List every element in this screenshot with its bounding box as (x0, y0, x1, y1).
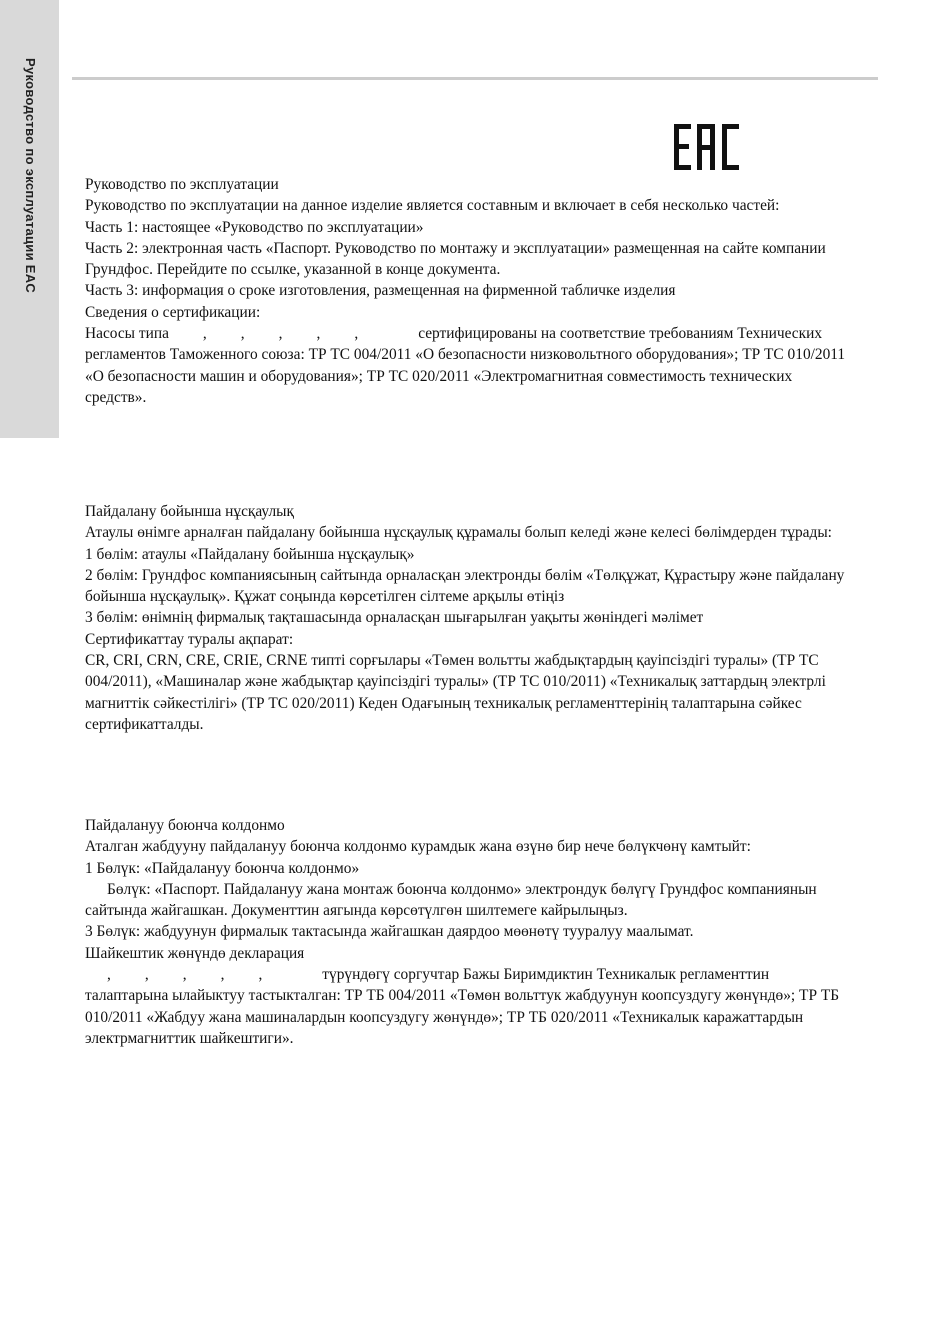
comma: , (144, 966, 149, 984)
certification-text: CR, CRI, CRN, CRE, CRIE, CRNE типті сорғылары «Төмен вольтты жабдықтардың қауіпсіздігі туралы» (ТР ТС 004/2011), «Машиналар және жабдықтар қауіпсіздігі туралы» (ТР ТС 010/2011) «Техникалық заттардың электрлі магниттік сәйкестілігі» (ТР ТС 020/2011) Кеден Одағының техникалық регламенттерінің талаптарына сәйкес сертификатталды. (85, 652, 826, 733)
part-2 (85, 879, 855, 922)
intro-paragraph: Руководство по эксплуатации на данное изделие является составным и включает в себя несколько частей: (85, 197, 780, 215)
cert-rest: түрүндөгү соргучтар Бажы Биримдиктин Техникалык регламенттин талаптарына ылайыктуу тастыкталган: ТР ТБ 004/2011 «Төмөн вольттук жабдуунун коопсуздугу жөнүндө»; ТР ТБ 010/2011 «Жабдуу жана машиналардын коопсуздугу жөнүндө»; ТР ТБ 020/2011 «Техникалык каражаттардын электрмагниттик шайкештиги». (85, 966, 840, 1047)
comma: , (354, 325, 359, 343)
cert-rest: сертифицированы на соответствие требованиям Технических регламентов Таможенного союза: ТР ТС 004/2011 «О безопасности низковольтного оборудования»; ТР ТС 010/2011 «О безопасности машин и оборудования»; ТР ТС 020/2011 «Электромагнитная совместимость технических средств». (85, 325, 846, 406)
cert-prefix: Насосы типа (85, 325, 169, 343)
section-russian (85, 174, 855, 408)
part-3: 3 Бөлүк: жабдуунун фирмалык тактасында жайгашкан даярдоо мөөнөтү тууралуу маалымат. (85, 923, 694, 941)
part-2: 2 бөлім: Грундфос компаниясының сайтында орналасқан электронды бөлім «Төлқұжат, Құрастыру және пайдалану бойынша нұсқаулық». Құжат соңында көрсетілген сілтеме арқылы өтіңіз (85, 566, 845, 606)
part-2-text: Бөлүк: «Паспорт. Пайдалануу жана монтаж боюнча колдонмо» электрондук бөлүгү Грундфос компаниянын сайтында жайгашкан. Документтин аягында көрсөтүлгөн шилтемеге кайрылыңыз. (85, 880, 817, 920)
comma: , (182, 966, 187, 984)
certification-heading: Сведения о сертификации: (85, 303, 261, 321)
side-tab-label: Руководство по эксплуатации EAC (23, 58, 38, 294)
intro-paragraph: Аталган жабдууну пайдалануу боюнча колдонмо курамдык жана өзүнө бир нече бөлүкчөнү камтыйт: (85, 838, 751, 856)
certification-text (85, 323, 855, 408)
part-1: Часть 1: настоящее «Руководство по эксплуатации» (85, 218, 424, 236)
comma: , (220, 966, 225, 984)
section-kazakh (85, 501, 855, 735)
top-divider (72, 77, 878, 80)
part-2: Часть 2: электронная часть «Паспорт. Руководство по монтажу и эксплуатации» размещенная на сайте компании Грундфос. Перейдите по ссылке, указанной в конце документа. (85, 239, 826, 279)
section-heading: Пайдалануу боюнча колдонмо (85, 817, 285, 834)
certification-heading: Сертификаттау туралы ақпарат: (85, 630, 294, 648)
section-heading: Пайдалану бойынша нұсқаулық (85, 503, 294, 520)
section-kyrgyz (85, 815, 855, 1049)
eac-logo (672, 122, 742, 172)
comma: , (202, 325, 207, 343)
comma: , (258, 966, 263, 984)
comma: , (278, 325, 283, 343)
section-heading: Руководство по эксплуатации (85, 176, 279, 193)
comma: , (316, 325, 321, 343)
intro-paragraph: Атаулы өнімге арналған пайдалану бойынша нұсқаулық құрамалы болып келеді және келесі бөлімдерден тұрады: (85, 524, 832, 542)
comma: , (107, 966, 111, 984)
part-3: 3 бөлім: өнімнің фирмалық тақташасында орналасқан шығарылған уақыты жөніндегі мәлімет (85, 609, 704, 627)
part-1: 1 Бөлүк: «Пайдалануу боюнча колдонмо» (85, 859, 360, 877)
part-3: Часть 3: информация о сроке изготовления, размещенная на фирменной табличке изделия (85, 282, 676, 300)
side-tab (0, 0, 59, 438)
certification-heading: Шайкештик жөнүндө декларация (85, 944, 305, 962)
certification-text (85, 964, 855, 1049)
part-1: 1 бөлім: атаулы «Пайдалану бойынша нұсқаулық» (85, 545, 415, 563)
comma: , (240, 325, 245, 343)
